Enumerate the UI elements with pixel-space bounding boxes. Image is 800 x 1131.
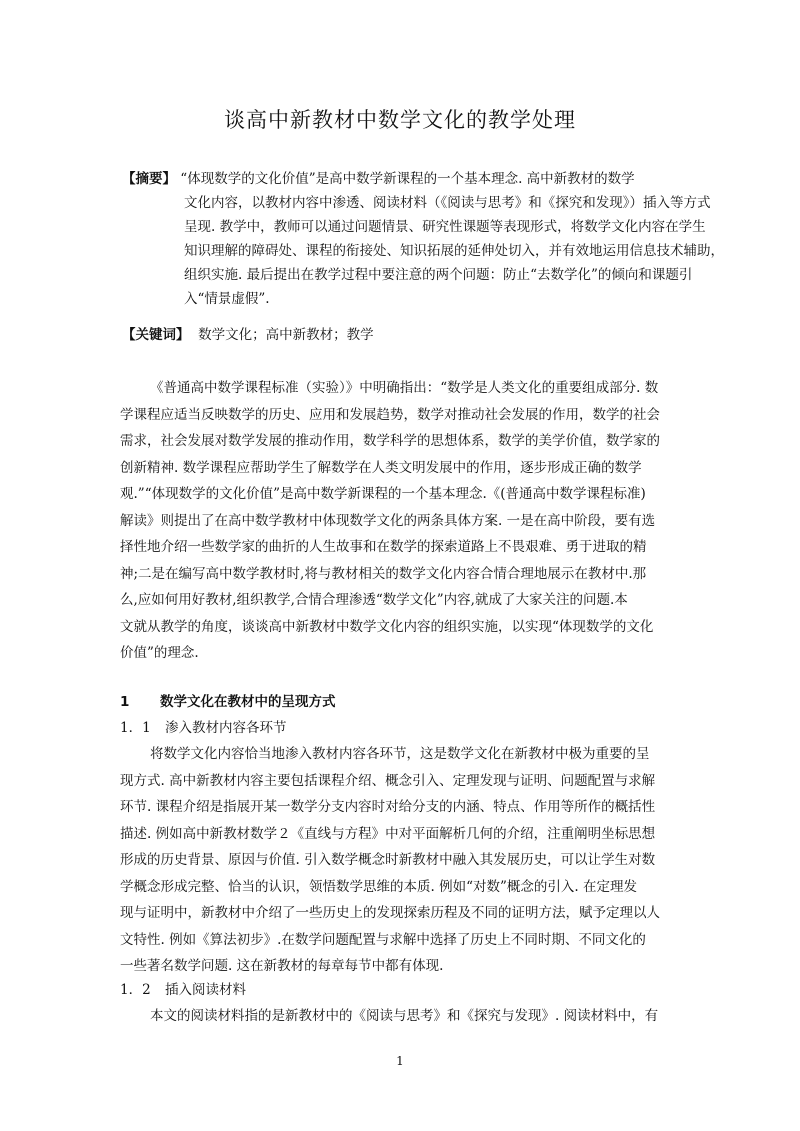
subsection-heading <box>120 716 287 736</box>
text-line: 观.”“体现数学的文化价值”是高中数学新课程的一个基本理念.《(普通高中数学课程标准) <box>120 486 646 502</box>
subsection-heading <box>120 978 246 998</box>
section-heading <box>120 690 336 710</box>
text-line: 需求，社会发展对数学发展的推动作用，数学科学的思想体系，数学的美学价值，数学家的 <box>120 433 660 449</box>
subsection-paragraph <box>120 1003 685 1030</box>
text-line: 文特性. 例如《算法初步》.在数学问题配置与求解中选择了历史上不同时期、不同文化的 <box>120 931 646 948</box>
text-line: 将数学文化内容恰当地渗入教材内容各环节，这是数学文化在新教材中极为重要的呈 <box>150 746 650 762</box>
text-line: 形成的历史背景、原因与价值. 引入数学概念时新教材中融入其发展历史，可以让学生对数 <box>120 852 656 868</box>
text-line: 价值”的理念. <box>120 645 199 661</box>
text-line: 么,应如何用好教材,组织教学,合情合理渗透“数学文化”内容,就成了大家关注的问题.本 <box>120 592 628 608</box>
text-line: 文就从教学的角度，谈谈高中新教材中数学文化内容的组织实施，以实现“体现数学的文化 <box>120 618 654 635</box>
text-line: 现与证明中，新教材中介绍了一些历史上的发现探索历程及不同的证明方法，赋予定理以人 <box>120 905 660 921</box>
abstract-line: 入“情景虚假”. <box>184 291 270 307</box>
abstract-line: 呈现. 教学中，教师可以通过问题情景、研究性课题等表现形式，将数学文化内容在学生 <box>184 219 706 235</box>
text-line: 学课程应适当反映数学的历史、应用和发展趋势，数学对推动社会发展的作用，数学的社会 <box>120 406 660 423</box>
text-line: 神;二是在编写高中数学教材时,将与教材相关的数学文化内容合情合理地展示在教材中.那 <box>120 565 647 582</box>
text-line: 学概念形成完整、恰当的认识，领悟数学思维的本质. 例如“对数”概念的引入. 在定理发 <box>120 878 637 895</box>
abstract-line: 组织实施. 最后提出在教学过程中要注意的两个问题：防止“去数学化”的倾向和课题引 <box>184 267 693 283</box>
abstract-line: 【摘要】 “体现数学的文化价值”是高中数学新课程的一个基本理念. 高中新教材的数学 <box>122 171 635 187</box>
section-number: 1 <box>120 694 130 710</box>
subsection-number: 1．2 <box>120 982 151 998</box>
keywords-text: 数学文化；高中新教材；教学 <box>198 327 374 343</box>
text-line: 现方式. 高中新教材内容主要包括课程介绍、概念引入、定理发现与证明、问题配置与求解 <box>120 772 656 789</box>
subsection-title: 插入阅读材料 <box>165 982 246 998</box>
keywords <box>122 323 374 343</box>
section-title: 数学文化在教材中的呈现方式 <box>160 694 336 710</box>
intro-paragraph <box>120 375 685 667</box>
page-title: 谈高中新教材中数学文化的教学处理 <box>224 108 576 132</box>
text-line: 环节. 课程介绍是指展开某一数学分支内容时对给分支的内涵、特点、作用等所作的概括性 <box>120 799 656 815</box>
abstract-line: 知识理解的障碍处、课程的衔接处、知识拓展的延伸处切入，并有效地运用信息技术辅助， <box>184 243 724 259</box>
text-line: 本文的阅读材料指的是新教材中的《阅读与思考》和《探究与发现》. 阅读材料中，有 <box>150 1008 659 1024</box>
keywords-label: 【关键词】 <box>122 327 190 343</box>
abstract-line: 文化内容，以教材内容中渗透、阅读材料（《阅读与思考》和《探究和发现》）插入等方式 <box>184 195 711 211</box>
abstract <box>122 167 724 311</box>
text-line: 择性地介绍一些数学家的曲折的人生故事和在数学的探索道路上不畏艰难、勇于进取的精 <box>120 539 647 555</box>
subsection-number: 1．1 <box>120 720 151 736</box>
page-number: 1 <box>396 1054 404 1068</box>
text-line: 解读》则提出了在高中数学教材中体现数学文化的两条具体方案. 一是在高中阶段，要有选 <box>120 512 656 529</box>
abstract-label: 【摘要】 <box>122 171 176 187</box>
text-line: 描述. 例如高中新教材数学２《直线与方程》中对平面解析几何的介绍，注重阐明坐标思想 <box>120 825 656 842</box>
text-line: 《普通高中数学课程标准（实验）》中明确指出：“数学是人类文化的重要组成部分. 数 <box>150 380 659 396</box>
subsection-title: 渗入教材内容各环节 <box>165 720 287 736</box>
text-line: 创新精神. 数学课程应帮助学生了解数学在人类文明发展中的作用，逐步形成正确的数学 <box>120 459 642 476</box>
text-line: 一些著名数学问题. 这在新教材的每章每节中都有体现. <box>120 958 444 974</box>
subsection-paragraph <box>120 741 685 980</box>
